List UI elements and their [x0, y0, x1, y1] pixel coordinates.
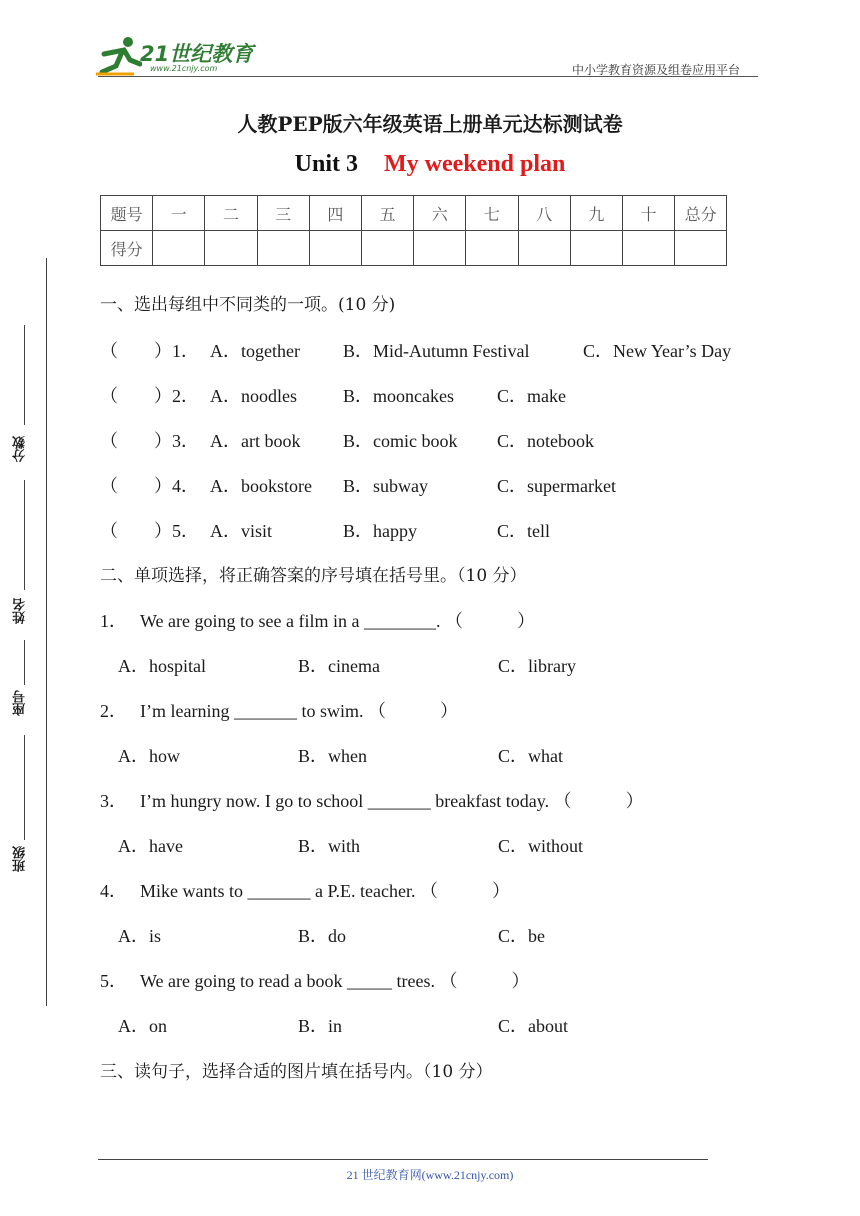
mc5-option-a: A．on: [118, 1016, 167, 1036]
page-title: 人教PEP版六年级英语上册单元达标测试卷: [237, 112, 623, 136]
score-table-cell: 十: [622, 196, 674, 231]
score-input-cell[interactable]: [622, 231, 674, 266]
score-table-cell: 得分: [101, 231, 153, 266]
q3-option-a: A．art book: [210, 431, 301, 451]
score-table-cell: 八: [518, 196, 570, 231]
score-table: [100, 195, 727, 266]
score-table-cell: 总分: [675, 196, 727, 231]
score-input-cell[interactable]: [518, 231, 570, 266]
name-blank-line: [24, 325, 25, 425]
q3-option-c: C．notebook: [497, 431, 594, 451]
q4-option-b: B．subway: [343, 476, 428, 496]
q2-number: （ ）2．: [100, 386, 199, 406]
q5-number: （ ）5．: [100, 521, 199, 541]
footer-divider: [98, 1159, 708, 1160]
mc3-question: I’m hungry now. I go to school _______ breakfast today. （ ）: [140, 791, 644, 811]
runner-logo-icon: [94, 34, 142, 78]
section2-heading: 二、单项选择，将正确答案的序号填在括号里。（10 分）: [100, 566, 527, 586]
q5-option-a: A．visit: [210, 521, 273, 541]
score-input-cell[interactable]: [414, 231, 466, 266]
section3-heading: 三、读句子，选择合适的图片填在括号内。（10 分）: [100, 1062, 493, 1082]
mc4-question: Mike wants to _______ a P.E. teacher. （ ）: [140, 881, 510, 901]
mc3-number: 3．: [100, 791, 127, 811]
mc1-option-b: B．cinema: [298, 656, 380, 676]
score-table-cell: 四: [309, 196, 361, 231]
mc4-number: 4．: [100, 881, 127, 901]
mc2-option-c: C．what: [498, 746, 563, 766]
score-input-cell[interactable]: [153, 231, 205, 266]
name-blank-line: [24, 735, 25, 840]
mc2-option-a: A．how: [118, 746, 180, 766]
score-table-cell: 六: [414, 196, 466, 231]
q5-option-c: C．tell: [497, 521, 550, 541]
unit-number: Unit 3: [294, 151, 358, 177]
mc2-question: I’m learning _______ to swim. （ ）: [140, 701, 458, 721]
mc4-option-a: A．is: [118, 926, 162, 946]
score-table-cell: 一: [153, 196, 205, 231]
mc4-option-b: B．do: [298, 926, 347, 946]
mc5-option-c: C．about: [498, 1016, 568, 1036]
mc1-option-c: C．library: [498, 656, 576, 676]
mc3-option-b: B．with: [298, 836, 361, 856]
mc5-number: 5．: [100, 971, 127, 991]
mc4-option-c: C．be: [498, 926, 545, 946]
mc3-option-a: A．have: [118, 836, 183, 856]
score-label: 分数: [13, 436, 28, 462]
q4-option-c: C．supermarket: [497, 476, 616, 496]
header-divider: [98, 76, 758, 77]
score-table-header-row: [101, 196, 727, 231]
score-table-cell: 二: [205, 196, 257, 231]
logo-url: www.21cnjy.com: [150, 64, 218, 73]
mc2-number: 2．: [100, 701, 127, 721]
q2-option-a: A．noodles: [210, 386, 297, 406]
score-input-cell[interactable]: [466, 231, 518, 266]
logo-text: 21世纪教育: [140, 42, 254, 66]
mc1-question: We are going to see a film in a ________. （ ）: [140, 611, 535, 631]
score-table-cell: 五: [361, 196, 413, 231]
unit-subtitle: [0, 151, 860, 178]
score-input-cell[interactable]: [570, 231, 622, 266]
score-table-cell: 七: [466, 196, 518, 231]
q3-option-b: B．comic book: [343, 431, 458, 451]
score-input-cell[interactable]: [361, 231, 413, 266]
score-input-cell[interactable]: [205, 231, 257, 266]
q4-number: （ ）4．: [100, 476, 199, 496]
mc1-option-a: A．hospital: [118, 656, 206, 676]
name-label: 姓名: [13, 598, 28, 624]
mc2-option-b: B．when: [298, 746, 367, 766]
score-table-cell: 题号: [101, 196, 153, 231]
q1-option-b: B．Mid-Autumn Festival: [343, 341, 530, 361]
q1-number: （ ）1．: [100, 341, 199, 361]
mc3-option-c: C．without: [498, 836, 584, 856]
mc1-number: 1．: [100, 611, 127, 631]
unit-name: My weekend plan: [383, 151, 566, 177]
binding-line: [46, 258, 47, 1006]
seat-label: 座号: [13, 690, 28, 716]
q5-option-b: B．happy: [343, 521, 417, 541]
score-table-cell: 九: [570, 196, 622, 231]
score-table-score-row: [101, 231, 727, 266]
mc5-option-b: B．in: [298, 1016, 343, 1036]
name-blank-line: [24, 480, 25, 590]
section1-heading: 一、选出每组中不同类的一项。(10 分): [100, 295, 396, 315]
q2-option-b: B．mooncakes: [343, 386, 454, 406]
q4-option-a: A．bookstore: [210, 476, 312, 496]
class-label: 班级: [13, 846, 28, 872]
q3-number: （ ）3．: [100, 431, 199, 451]
footer-text[interactable]: 21 世纪教育网(www.21cnjy.com): [346, 1168, 514, 1182]
q2-option-c: C．make: [497, 386, 566, 406]
q1-option-a: A．together: [210, 341, 300, 361]
score-input-cell[interactable]: [309, 231, 361, 266]
header-platform-text: 中小学教育资源及组卷应用平台: [572, 63, 741, 77]
score-input-cell[interactable]: [257, 231, 309, 266]
mc5-question: We are going to read a book _____ trees. （ ）: [140, 971, 530, 991]
score-table-cell: 三: [257, 196, 309, 231]
score-input-cell[interactable]: [675, 231, 727, 266]
q1-option-c: C．New Year’s Day: [583, 341, 732, 361]
name-blank-line: [24, 640, 25, 685]
